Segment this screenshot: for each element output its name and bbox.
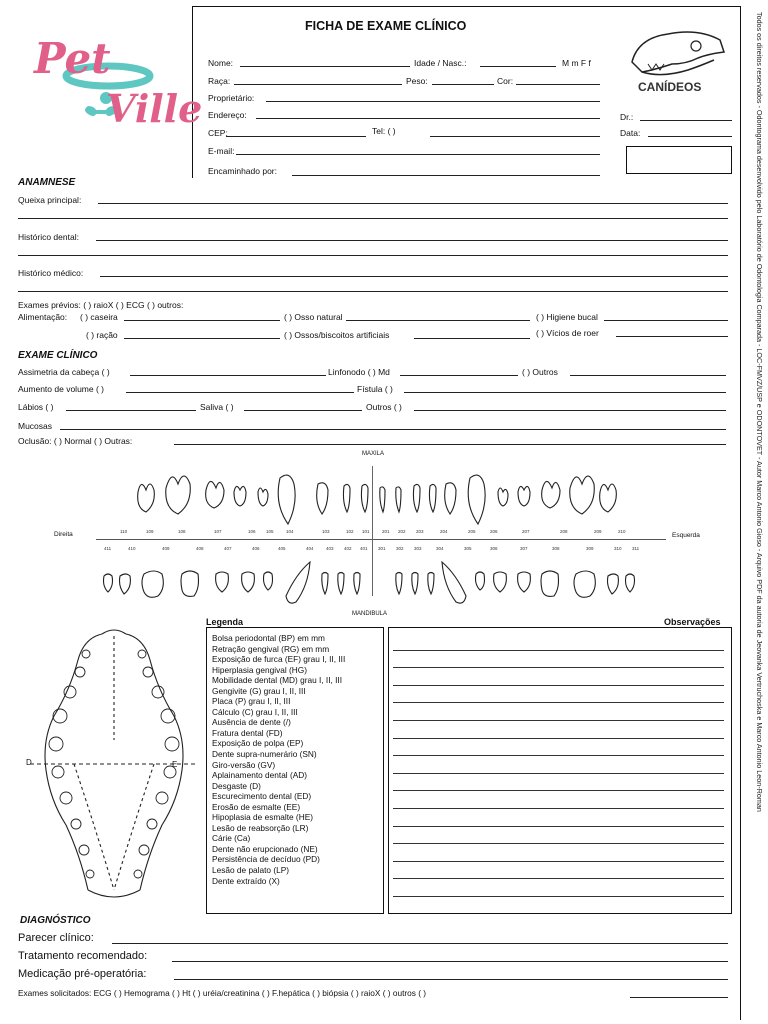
legenda-item: Persistência de decíduo (PD) bbox=[212, 854, 320, 865]
observacoes-line[interactable] bbox=[393, 878, 724, 879]
aumento-field[interactable] bbox=[126, 392, 354, 393]
historico-dental-field[interactable] bbox=[96, 240, 728, 241]
caseira-option[interactable]: ( ) caseira bbox=[80, 312, 118, 322]
copyright-side-text: Todos os direitos reservados - Odontograma desenvolvido pelo Laboratório de Odontologia Comparada - LOC-FMVZ/USP e ODONTOVET - Autor Marco Antonio Gioso - Arquivo PDF da autoria de Jeovanka Vertruchoska e Marco Antonio Leon-Roman bbox=[755, 12, 764, 812]
dr-label: Dr.: bbox=[620, 112, 634, 122]
parecer-field[interactable] bbox=[112, 943, 728, 944]
data-field[interactable] bbox=[648, 136, 732, 137]
labios-field[interactable] bbox=[66, 410, 196, 411]
queixa-field[interactable] bbox=[98, 203, 728, 204]
observacoes-title: Observações bbox=[664, 617, 721, 627]
diagram-left-mark: D bbox=[26, 758, 32, 767]
exame-title: EXAME CLÍNICO bbox=[18, 350, 98, 361]
observacoes-line[interactable] bbox=[393, 702, 724, 703]
queixa-field-2[interactable] bbox=[18, 218, 728, 219]
oclusao-label[interactable]: Oclusão: ( ) Normal ( ) Outras: bbox=[18, 436, 133, 446]
legenda-item: Retração gengival (RG) em mm bbox=[212, 643, 330, 654]
observacoes-line[interactable] bbox=[393, 808, 724, 809]
mandibula-label: MANDIBULA bbox=[352, 611, 388, 617]
peso-label: Peso: bbox=[406, 76, 428, 86]
idade-field[interactable] bbox=[480, 66, 556, 67]
diagnostico-title: DIAGNÓSTICO bbox=[20, 915, 91, 926]
racao-option[interactable]: ( ) ração bbox=[86, 330, 118, 340]
observacoes-line[interactable] bbox=[393, 667, 724, 668]
raca-label: Raça: bbox=[208, 76, 231, 86]
observacoes-line[interactable] bbox=[393, 720, 724, 721]
aumento-label[interactable]: Aumento de volume ( ) bbox=[18, 384, 104, 394]
legenda-item: Cálculo (C) grau I, II, III bbox=[212, 706, 298, 717]
anamnese-title: ANAMNESE bbox=[18, 177, 76, 188]
header-frame-top bbox=[192, 6, 740, 7]
observacoes-box[interactable] bbox=[388, 627, 732, 914]
medicacao-field[interactable] bbox=[174, 979, 728, 980]
alimentacao-label: Alimentação: bbox=[18, 312, 68, 322]
legenda-item: Lesão de palato (LP) bbox=[212, 865, 290, 876]
diagram-right-mark: E bbox=[172, 760, 178, 769]
exames-previos-label[interactable]: Exames prévios: ( ) raioX ( ) ECG ( ) outros: bbox=[18, 300, 184, 310]
oclusao-field[interactable] bbox=[174, 444, 726, 445]
legenda-item: Placa (P) grau I, II, III bbox=[212, 696, 291, 707]
exames-solicitados[interactable]: Exames solicitados: ECG ( ) Hemograma ( ) Ht ( ) uréia/creatinina ( ) F.hepática ( ) biópsia ( ) raioX ( ) outros ( ) bbox=[18, 988, 427, 998]
lower-tooth-numbers: 411 410 409 408 407 406 405 404 403 402 401 301 302 303 304 305 306 307 308 309 310 311 bbox=[104, 546, 640, 551]
dog-skull-icon bbox=[628, 24, 728, 84]
osso-natural-field[interactable] bbox=[346, 320, 530, 321]
saliva-label[interactable]: Saliva ( ) bbox=[200, 402, 234, 412]
proprietario-field[interactable] bbox=[266, 101, 600, 102]
legenda-item: Dente supra-numerário (SN) bbox=[212, 749, 317, 760]
outros-exames-field[interactable] bbox=[630, 997, 728, 998]
cor-field[interactable] bbox=[516, 84, 600, 85]
idade-label: Idade / Nasc.: bbox=[414, 58, 467, 68]
caseira-field[interactable] bbox=[124, 320, 280, 321]
page-frame-right bbox=[740, 6, 741, 1020]
legenda-item: Mobilidade dental (MD) grau I, II, III bbox=[212, 675, 343, 686]
legenda-item: Fratura dental (FD) bbox=[212, 727, 283, 738]
nome-label: Nome: bbox=[208, 58, 234, 68]
ossos-artificiais-field[interactable] bbox=[414, 338, 530, 339]
assimetria-label[interactable]: Assimetria da cabeça ( ) bbox=[18, 367, 110, 377]
legenda-item: Exposição de furca (EF) grau I, II, III bbox=[212, 654, 346, 665]
medicacao-label: Medicação pré-operatória: bbox=[18, 968, 147, 980]
stamp-box[interactable] bbox=[626, 146, 732, 174]
outros1-field[interactable] bbox=[570, 375, 726, 376]
saliva-field[interactable] bbox=[244, 410, 362, 411]
osso-natural-option[interactable]: ( ) Osso natural bbox=[284, 312, 343, 322]
ossos-artificiais-option[interactable]: ( ) Ossos/biscoitos artificiais bbox=[284, 330, 390, 340]
odontogram-midline bbox=[96, 539, 666, 540]
observacoes-line[interactable] bbox=[393, 843, 724, 844]
fistula-label[interactable]: Fístula ( ) bbox=[357, 384, 393, 394]
legenda-box bbox=[206, 627, 384, 914]
assimetria-field[interactable] bbox=[130, 375, 326, 376]
parecer-label: Parecer clínico: bbox=[18, 932, 94, 944]
labios-label[interactable]: Lábios ( ) bbox=[18, 402, 54, 412]
peso-field[interactable] bbox=[432, 84, 494, 85]
outros1-label[interactable]: ( ) Outros bbox=[522, 367, 558, 377]
racao-field[interactable] bbox=[124, 338, 280, 339]
higiene-field[interactable] bbox=[604, 320, 728, 321]
queixa-label: Queixa principal: bbox=[18, 195, 82, 205]
logo-ville-text: Ville bbox=[106, 86, 203, 131]
page-title: FICHA DE EXAME CLÍNICO bbox=[305, 19, 467, 33]
legenda-item: Escurecimento dental (ED) bbox=[212, 791, 312, 802]
observacoes-line[interactable] bbox=[393, 738, 724, 739]
legenda-item: Giro-versão (GV) bbox=[212, 759, 276, 770]
vicios-option[interactable]: ( ) Vícios de roer bbox=[536, 328, 599, 338]
esquerda-label: Esquerda bbox=[672, 532, 700, 539]
observacoes-line[interactable] bbox=[393, 755, 724, 756]
historico-dental-field-2[interactable] bbox=[18, 255, 728, 256]
legenda-title: Legenda bbox=[206, 617, 244, 627]
vicios-field[interactable] bbox=[616, 336, 728, 337]
endereco-field[interactable] bbox=[256, 118, 600, 119]
legenda-item: Gengivite (G) grau I, II, III bbox=[212, 685, 306, 696]
cep-label: CEP: bbox=[208, 128, 228, 138]
observacoes-line[interactable] bbox=[393, 896, 724, 897]
tel-field[interactable] bbox=[430, 136, 600, 137]
legenda-item: Erosão de esmalte (EE) bbox=[212, 801, 301, 812]
email-label: E-mail: bbox=[208, 146, 235, 156]
upper-tooth-numbers: 110 109 108 107 106 105 104 103 102 101 201 202 203 204 205 206 207 208 209 210 bbox=[120, 529, 626, 534]
legenda-item: Aplainamento dental (AD) bbox=[212, 770, 308, 781]
mucosas-label: Mucosas bbox=[18, 421, 53, 431]
tratamento-label: Tratamento recomendado: bbox=[18, 950, 148, 962]
raca-field[interactable] bbox=[234, 84, 402, 85]
observacoes-line[interactable] bbox=[393, 650, 724, 651]
cor-label: Cor: bbox=[497, 76, 514, 86]
email-field[interactable] bbox=[236, 154, 600, 155]
sexo-label[interactable]: M m F f bbox=[562, 58, 591, 68]
lower-teeth-row bbox=[96, 556, 644, 612]
fistula-field[interactable] bbox=[404, 392, 726, 393]
observacoes-line[interactable] bbox=[393, 773, 724, 774]
observacoes-line[interactable] bbox=[393, 685, 724, 686]
direita-label: Direita bbox=[54, 531, 73, 538]
species-label: CANÍDEOS bbox=[638, 80, 702, 94]
encaminhado-label: Encaminhado por: bbox=[208, 166, 277, 176]
legenda-item: Cárie (Ca) bbox=[212, 833, 251, 844]
cep-field[interactable] bbox=[226, 136, 366, 137]
observacoes-line[interactable] bbox=[393, 790, 724, 791]
tel-label: Tel: ( ) bbox=[372, 126, 396, 136]
higiene-option[interactable]: ( ) Higiene bucal bbox=[536, 312, 598, 322]
tratamento-field[interactable] bbox=[172, 961, 728, 962]
historico-medico-label: Histórico médico: bbox=[18, 268, 84, 278]
encaminhado-field[interactable] bbox=[292, 175, 600, 176]
nome-field[interactable] bbox=[240, 66, 410, 67]
dr-field[interactable] bbox=[640, 120, 732, 121]
legenda-item: Bolsa periodontal (BP) em mm bbox=[212, 633, 325, 643]
historico-medico-field[interactable] bbox=[100, 276, 728, 277]
mucosas-field[interactable] bbox=[60, 429, 726, 430]
linfonodo-field[interactable] bbox=[400, 375, 518, 376]
legenda-item: Exposição de polpa (EP) bbox=[212, 738, 304, 749]
historico-medico-field-2[interactable] bbox=[18, 291, 728, 292]
proprietario-label: Proprietário: bbox=[208, 93, 255, 103]
endereco-label: Endereço: bbox=[208, 110, 247, 120]
outros2-label[interactable]: Outros ( ) bbox=[366, 402, 402, 412]
observacoes-line[interactable] bbox=[393, 861, 724, 862]
legenda-item: Hipoplasia de esmalte (HE) bbox=[212, 812, 313, 823]
petville-logo bbox=[28, 28, 203, 138]
observacoes-line[interactable] bbox=[393, 826, 724, 827]
legenda-item: Lesão de reabsorção (LR) bbox=[212, 822, 309, 833]
upper-teeth-row bbox=[100, 462, 640, 532]
legenda-item: Dente não erupcionado (NE) bbox=[212, 843, 318, 854]
legenda-item: Hiperplasia gengival (HG) bbox=[212, 664, 307, 675]
outros2-field[interactable] bbox=[414, 410, 726, 411]
historico-dental-label: Histórico dental: bbox=[18, 232, 79, 242]
legenda-item: Ausência de dente (/) bbox=[212, 717, 291, 728]
legenda-item: Desgaste (D) bbox=[212, 780, 261, 791]
logo-pet-text: Pet bbox=[34, 34, 111, 83]
maxila-label: MAXILA bbox=[362, 451, 385, 457]
linfonodo-label[interactable]: Linfonodo ( ) Md bbox=[328, 367, 390, 377]
data-label: Data: bbox=[620, 128, 641, 138]
legenda-item: Dente extraído (X) bbox=[212, 875, 280, 886]
